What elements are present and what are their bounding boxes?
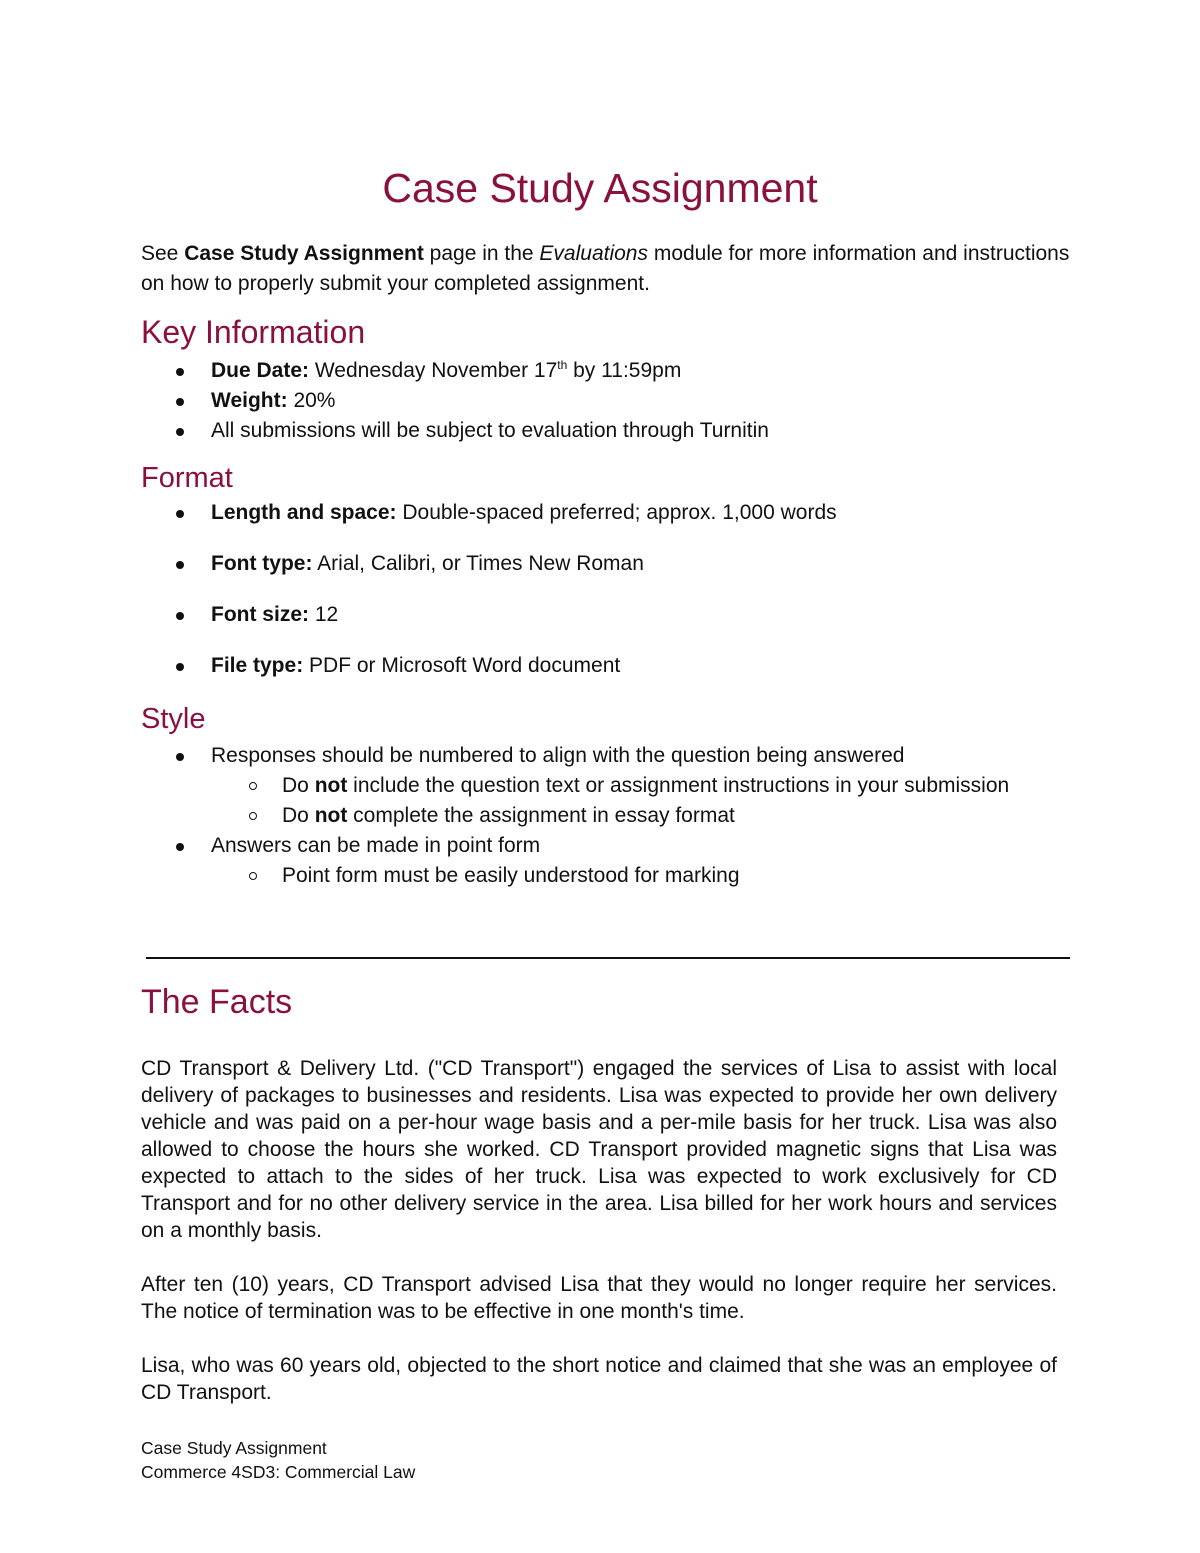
format-value: Arial, Calibri, or Times New Roman [312,552,644,575]
intro-bold: Case Study Assignment [184,242,424,265]
bullet-icon [176,398,184,406]
footer-line-1: Case Study Assignment [141,1438,327,1458]
list-item [141,416,1081,446]
turnitin-text: All submissions will be subject to evaluation through Turnitin [211,419,769,442]
document-title: Case Study Assignment [382,165,818,211]
horizontal-divider [146,957,1070,959]
list-item [141,741,1081,831]
page-footer [141,1436,415,1484]
format-label: File type: [211,654,304,677]
list-item [141,386,1081,416]
facts-paragraph-2: After ten (10) years, CD Transport advised Lisa that they would no longer require her services. The notice of termination was to be effective in one month's time. [141,1273,1057,1323]
due-date-time: by 11:59pm [567,359,682,382]
format-list [141,498,1081,702]
bullet-icon [176,561,184,569]
style-heading: Style [141,703,206,735]
key-information-heading: Key Information [141,314,366,350]
format-label: Length and space: [211,501,397,524]
due-date-label: Due Date: [211,359,310,382]
sub-text: Point form must be easily understood for marking [282,864,740,887]
list-item [141,498,1081,528]
circle-bullet-icon [249,812,257,820]
format-value: PDF or Microsoft Word document [303,654,621,677]
intro-italic: Evaluations [539,242,648,265]
sub-list [211,861,1081,891]
intro-suffix: module for more information and instructions on how to properly submit your completed assignment. [141,242,1070,295]
sub-text: include the question text or assignment instructions in your submission [347,774,1010,797]
footer-line-2: Commerce 4SD3: Commercial Law [141,1462,416,1482]
emphasis-text: not [314,774,348,797]
intro-paragraph [141,239,1071,299]
format-label: Font type: [211,552,313,575]
sub-list-item [211,861,1081,891]
circle-bullet-icon [249,872,257,880]
bullet-icon [176,753,184,761]
list-item [141,549,1081,579]
style-item-text: Answers can be made in point form [211,834,541,857]
sub-text: complete the assignment in essay format [347,804,735,827]
sub-list-item [211,771,1081,801]
intro-middle: page in the [423,242,540,265]
style-list [141,741,1081,891]
bullet-icon [176,428,184,436]
sub-text: Do [282,774,315,797]
sub-text: Do [282,804,315,827]
facts-paragraph-3: Lisa, who was 60 years old, objected to the short notice and claimed that she was an employee of CD Transport. [141,1354,1057,1404]
format-heading: Format [141,462,233,494]
style-item-text: Responses should be numbered to align with the question being answered [211,744,905,767]
due-date-sup: th [557,358,568,372]
list-item [141,356,1081,386]
bullet-icon [176,663,184,671]
format-value: Double-spaced preferred; approx. 1,000 words [396,501,837,524]
list-item [141,831,1081,891]
sub-list [211,771,1081,831]
intro-prefix: See [141,242,185,265]
bullet-icon [176,843,184,851]
key-information-list [141,356,1081,446]
emphasis-text: not [314,804,348,827]
list-item [141,651,1081,681]
circle-bullet-icon [249,782,257,790]
facts-heading: The Facts [141,983,293,1021]
weight-value: 20% [287,389,336,412]
facts-paragraph-1: CD Transport & Delivery Ltd. ("CD Transport") engaged the services of Lisa to assist with local delivery of packages to businesses and residents. Lisa was expected to provide her own delivery vehicle and was paid on a per-hour wage basis and a per-mile basis for her truck. Lisa was also allowed to choose the hours she worked. CD Transport provided magnetic signs that Lisa was expected to attach to the sides of her truck. Lisa was expected to work exclusively for CD Transport and for no other delivery service in the area. Lisa billed for her work hours and services on a monthly basis. [141,1057,1057,1242]
list-item [141,600,1081,630]
format-value: 12 [309,603,339,626]
sub-list-item [211,801,1081,831]
bullet-icon [176,510,184,518]
bullet-icon [176,368,184,376]
due-date-value: Wednesday November 17 [309,359,558,382]
weight-label: Weight: [211,389,288,412]
format-label: Font size: [211,603,309,626]
bullet-icon [176,612,184,620]
